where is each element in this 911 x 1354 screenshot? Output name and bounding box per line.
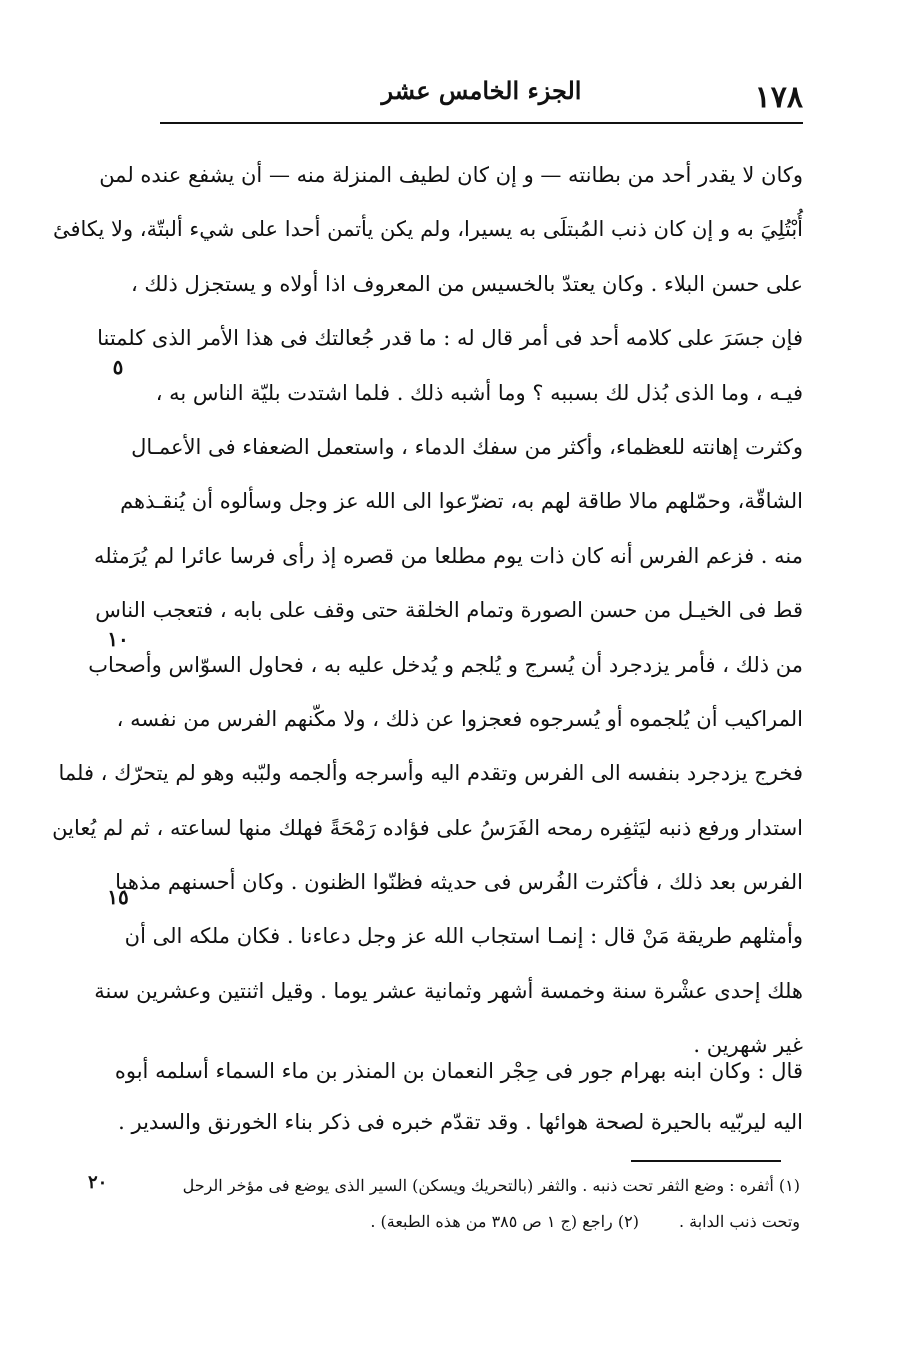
text-line: فيـه ، وما الذى بُذل لك بسببه ؟ وما أشبه ذلك . فلما اشتدت بليّة الناس به ، xyxy=(155,380,803,405)
footnote-separator xyxy=(631,1160,781,1162)
text-line: وكثرت إهانته للعظماء، وأكثر من سفك الدماء ، واستعمل الضعفاء فى الأعمـال xyxy=(131,434,803,459)
text-line: أُبْتُلِيَ به و إن كان ذنب المُبتلَى به يسيرا، ولم يكن يأتمن أحدا على شيء ألبتّة، ولا يكافئ xyxy=(52,217,803,242)
text-line: فخرج يزدجرد بنفسه الى الفرس وتقدم اليه وأسرجه وألجمه ولبّبه وهو لم يتحرّك ، فلما xyxy=(58,761,803,786)
text-line: استدار ورفع ذنبه ليَثفِره رمحه الفَرَسُ على فؤاده رَمْحَةً فهلك منها لساعته ، ثم لم يُعاين xyxy=(52,815,803,840)
line-number-15: ١٥ xyxy=(107,885,129,909)
text-line: وأمثلهم طريقة مَنْ قال : إنمـا استجاب الله عز وجل دعاءنا . فكان ملكه الى أن xyxy=(124,924,803,949)
footnote-2: (٢) راجع (ج ١ ص ٣٨٥ من هذه الطبعة) . xyxy=(370,1212,639,1231)
line-number-20: ٢٠ xyxy=(88,1172,108,1193)
text-line: على حسن البلاء . وكان يعتدّ بالخسيس من المعروف اذا أولاه و يستجزل ذلك ، xyxy=(130,271,803,296)
text-line: قط فى الخيـل من حسن الصورة وتمام الخلقة حتى وقف على بابه ، فتعجب الناس xyxy=(95,598,803,623)
page-header xyxy=(160,66,803,124)
page-number: ١٧٨ xyxy=(754,80,803,115)
text-line: هلك إحدى عشْرة سنة وخمسة أشهر وثمانية عشر يوما . وقيل اثنتين وعشرين سنة xyxy=(94,978,803,1003)
footnotes xyxy=(182,1168,800,1240)
footnote-1-continuation: وتحت ذنب الدابة . xyxy=(678,1212,800,1231)
text-line: من ذلك ، فأمر يزدجرد أن يُسرج و يُلجم و يُدخل عليه به ، فحاول السوّاس وأصحاب xyxy=(88,652,803,677)
text-line: المراكيب أن يُلجموه أو يُسرجوه فعجزوا عن ذلك ، ولا مكّنهم الفرس من نفسه ، xyxy=(116,706,803,731)
second-paragraph xyxy=(114,1046,803,1148)
running-title: الجزء الخامس عشر xyxy=(381,76,582,105)
text-line: غير شهرين . xyxy=(693,1033,803,1058)
text-line: اليه ليربّيه بالحيرة لصحة هوائها . وقد تقدّم خبره فى ذكر بناء الخورنق والسدير . xyxy=(118,1110,803,1134)
text-line: فإن جسَرَ على كلامه أحد فى أمر قال له : ما قدر جُعالتك فى هذا الأمر الذى كلمتنا xyxy=(97,326,803,351)
text-line: الفرس بعد ذلك ، فأكثرت الفُرس فى حديثه فظنّوا الظنون . وكان أحسنهم مذهبا xyxy=(115,870,803,895)
text-line: وكان لا يقدر أحد من بطانته — و إن كان لطيف المنزلة منه — أن يشفع عنده لمن xyxy=(99,163,803,187)
text-line: الشاقّة، وحمّلهم مالا طاقة لهم به، تضرّعوا الى الله عز وجل وسألوه أن يُنقـذهم xyxy=(120,489,803,514)
footnote-1: (١) أثفره : وضع الثفر تحت ذنبه . والثفر (بالتحريك ويسكن) السير الذى يوضع فى مؤخر الرحل xyxy=(182,1176,800,1195)
line-number-10: ١٠ xyxy=(107,627,129,651)
text-line: منه . فزعم الفرس أنه كان ذات يوم مطلعا من قصره إذ رأى فرسا عائرا لم يُرَمثله xyxy=(94,543,803,568)
text-line: قال : وكان ابنه بهرام جور فى حِجْر النعمان بن المنذر بن ماء السماء أسلمه أبوه xyxy=(114,1059,803,1083)
footnote-row xyxy=(240,1204,800,1240)
line-number-5: ٥ xyxy=(112,355,124,379)
